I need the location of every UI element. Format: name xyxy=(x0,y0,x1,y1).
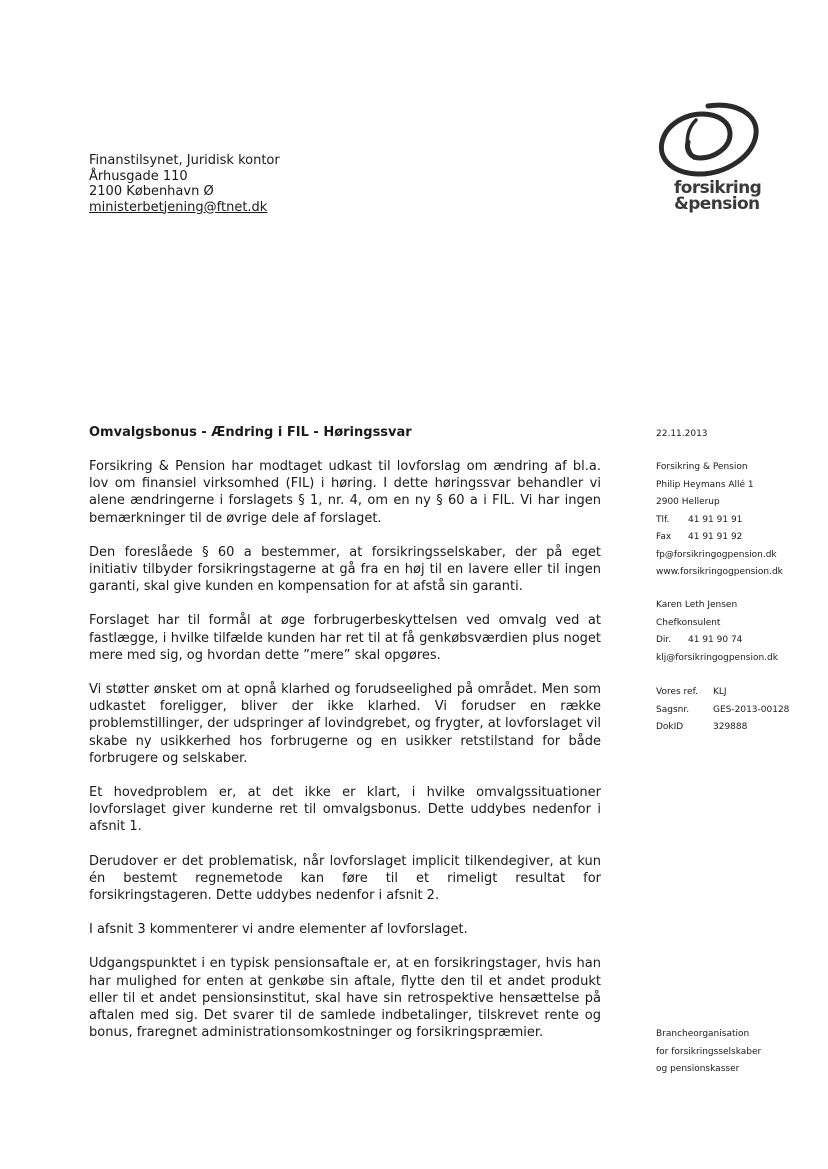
swirl-logo-icon xyxy=(656,100,760,180)
fax-value: 41 91 91 92 xyxy=(688,532,743,542)
phone-value: 41 91 91 91 xyxy=(688,514,743,525)
sender-city: 2900 Hellerup xyxy=(656,497,720,507)
sender-contact-block xyxy=(656,459,783,582)
body-paragraph: Den foreslåede § 60 a bestemmer, at forsikringsselskaber, der på eget initiativ tilbyder forsikringstagerne at gå fra en høj til en lavere eller til ingen garanti, skal give kunden en kompensation for at afstå sin garanti. xyxy=(89,544,601,595)
body-paragraph: I afsnit 3 kommenterer vi andre elementer af lovforslaget. xyxy=(89,922,468,938)
letter-date xyxy=(656,426,708,444)
our-ref-row xyxy=(656,684,789,702)
organisation-footer xyxy=(656,1026,761,1079)
body-paragraph: Udgangspunktet i en typisk pensionsaftale er, at en forsikringstager, hvis han har mulighed for enten at genkøbe sin aftale, flytte den til et andet produkt eller til et andet pensionsinstitut, skal have sin retrospektive hensættelse på aftalen med sig. Det svarer til de samlede indbetalinger, tilskrevet rente og bonus, fraregnet administrationsomkostninger og forsikringspræmier. xyxy=(89,956,601,1041)
person-direct-row xyxy=(656,632,778,650)
case-no-row xyxy=(656,702,789,720)
date-value: 22.11.2013 xyxy=(656,429,708,439)
recipient-line: 2100 København Ø xyxy=(89,184,214,199)
recipient-line: Århusgade 110 xyxy=(89,168,188,184)
fax-label: Fax xyxy=(656,532,672,542)
our-ref-value: KLJ xyxy=(713,687,727,697)
letter-body xyxy=(89,458,601,1058)
footer-line: og pensionskasser xyxy=(656,1064,740,1074)
sender-website[interactable]: www.forsikringogpension.dk xyxy=(656,567,783,577)
person-title: Chefkonsulent xyxy=(656,617,721,628)
direct-value: 41 91 90 74 xyxy=(688,635,743,645)
logo-wordmark-line1: forsikring xyxy=(674,178,762,198)
sender-street: Philip Heymans Allé 1 xyxy=(656,479,754,490)
doc-id-value: 329888 xyxy=(713,722,748,732)
sender-phone-row xyxy=(656,512,783,530)
footer-line: Brancheorganisation xyxy=(656,1029,750,1039)
body-paragraph: Et hovedproblem er, at det ikke er klart, i hvilke omvalgssituationer lovforslaget giver kunderne ret til omvalgsbonus. Dette uddybes nedenfor i afsnit 1. xyxy=(89,785,601,835)
case-no-label: Sagsnr. xyxy=(656,704,690,715)
sender-fax-row xyxy=(656,529,783,547)
letter-subject: Omvalgsbonus - Ændring i FIL - Høringssvar xyxy=(89,425,412,440)
body-paragraph: Forslaget har til formål at øge forbrugerbeskyttelsen ved omvalg ved at fastlægge, i hvilke tilfælde kunden har ret til at få genkøbsværdien plus noget mere med sig, og hvordan dette ”mere” skal opgøres. xyxy=(89,613,601,663)
contact-person-block xyxy=(656,597,778,667)
logo-wordmark-line2: &pension xyxy=(674,194,760,214)
doc-id-row xyxy=(656,719,789,737)
direct-label: Dir. xyxy=(656,635,672,645)
person-name: Karen Leth Jensen xyxy=(656,600,738,610)
body-paragraph: Vi støtter ønsket om at opnå klarhed og forudseelighed på området. Men som udkastet foreligger, bliver der ikke klarhed. Vi forudser en række problemstillinger, der udspringer af lovindgrebet, og frygter, at lovforslaget vil skabe ny usikkerhed hos forbrugerne og en usikker retstilstand for både forbrugere og selskaber. xyxy=(89,682,601,766)
forsikring-pension-logo xyxy=(652,100,762,220)
body-paragraph: Forsikring & Pension har modtaget udkast til lovforslag om ændring af bl.a. lov om finansiel virksomhed (FIL) i høring. I dette høringssvar behandler vi alene ændringerne i forslagets § 1, nr. 4, om en ny § 60 a i FIL. Vi har ingen bemærkninger til de øvrige dele af forslaget. xyxy=(89,459,601,526)
case-no-value: GES-2013-00128 xyxy=(713,704,790,715)
phone-label: Tlf. xyxy=(656,514,670,525)
sender-email[interactable]: fp@forsikringogpension.dk xyxy=(656,549,777,560)
our-ref-label: Vores ref. xyxy=(656,687,698,697)
doc-id-label: DokID xyxy=(656,722,684,732)
recipient-line: Finanstilsynet, Juridisk kontor xyxy=(89,153,280,168)
reference-block xyxy=(656,684,789,737)
person-email[interactable]: klj@forsikringogpension.dk xyxy=(656,652,778,663)
recipient-address xyxy=(89,153,280,215)
footer-line: for forsikringsselskaber xyxy=(656,1046,762,1057)
sender-name: Forsikring & Pension xyxy=(656,462,748,472)
recipient-email-link[interactable]: ministerbetjening@ftnet.dk xyxy=(89,199,268,215)
body-paragraph: Derudover er det problematisk, når lovforslaget implicit tilkendegiver, at kun én bestemt regnemetode kan føre til et rimeligt resultat for forsikringstageren. Dette uddybes nedenfor i afsnit 2. xyxy=(89,853,601,904)
